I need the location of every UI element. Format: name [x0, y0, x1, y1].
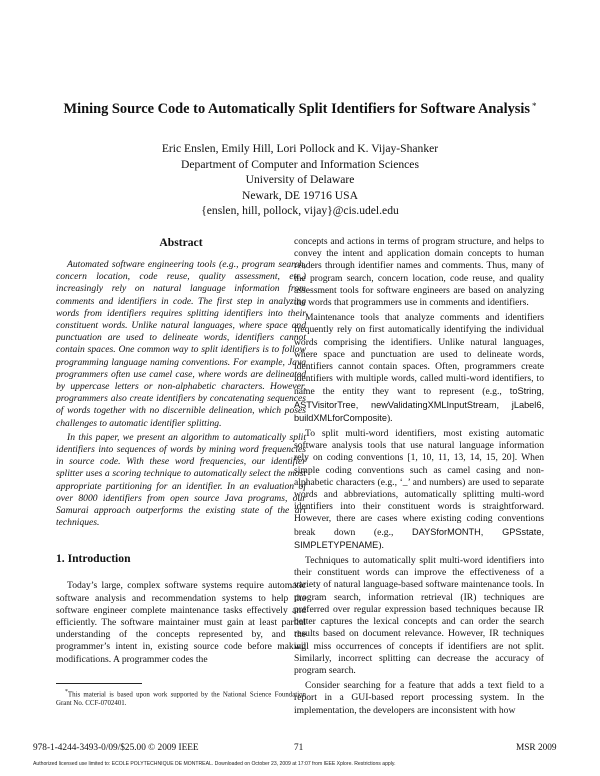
author-emails: {enslen, hill, pollock, vijay}@cis.udel.edu — [201, 204, 399, 218]
right-paragraph-1: concepts and actions in terms of program structure, and helps to convey the intent and application domain concepts to human readers through identifier names and comments. Thus, many of the program search, concern location, code reuse, and quality assessment tools for software engineers are based on analyzing the words that programmers use in comments and identifiers. — [294, 236, 544, 309]
footnote-marker: * — [65, 688, 68, 695]
p2-end: ). — [386, 412, 393, 424]
university: University of Delaware — [245, 173, 355, 187]
abstract-paragraph-2: In this paper, we present an algorithm to automatically split identifiers into sequences of words by mining word frequencies in source code. With these word frequencies, our identifier splitter uses a scoring technique to automatically select the most appropriate partitioning for an identifier. In an evaluation of over 8000 identifiers from open source Java programs, our Samurai approach outperforms the existing state of the art techniques. — [56, 431, 306, 529]
footnote-text: This material is based upon work supported by the National Science Foundation Grant No. CCF-0702401. — [56, 691, 306, 707]
right-paragraph-3 — [294, 428, 544, 552]
introduction-paragraph-1: Today’s large, complex software systems require automatic software analysis and recommendation systems to help the software engineer complete maintenance tasks effectively and efficiently. The software maintainer must gain at least partial understanding of the concepts represented by, and the programmer’s intent in, existing source code before making modifications. A programmer codes the — [56, 580, 306, 665]
left-column — [56, 236, 306, 708]
p2-code-examples: toString, ASTVisitorTree, newValidatingXMLInputStream, jLabel6, buildXMLforComposite — [294, 386, 544, 423]
license-notice: Authorized licensed use limited to: ECOLE POLYTECHNIQUE DE MONTREAL. Downloaded on October 23, 2009 at 17:07 from IEEE Xplore. Restrictions apply. — [33, 761, 396, 767]
p3-end: ). — [378, 539, 384, 551]
introduction-heading: 1. Introduction — [56, 552, 131, 566]
title-footnote-marker: * — [532, 101, 537, 111]
footnote-rule — [56, 683, 142, 684]
footnote — [56, 688, 306, 708]
page-footer — [0, 742, 600, 754]
p2-text: Maintenance tools that analyze comments and identifiers frequently rely on first automatically identifying the individual words comprising the identifiers. Unlike natural languages, where space and punctuation are used to delineate words, identifiers cannot contain spaces. Often, programmers create identifiers with multiple words, called multi-word identifiers, to name the entity they want to represent (e.g., — [294, 312, 544, 398]
footer-venue: MSR 2009 — [516, 743, 557, 753]
paper-title — [0, 97, 600, 118]
right-paragraph-5: Consider searching for a feature that adds a text field to a report in a GUI-based report processing system. In the implementation, the developers are inconsistent with how — [294, 680, 544, 716]
title-text: Mining Source Code to Automatically Split Identifiers for Software Analysis — [63, 101, 530, 117]
right-paragraph-2 — [294, 312, 544, 425]
right-paragraph-4: Techniques to automatically split multi-word identifiers into their constituent words can improve the effectiveness of a variety of natural language-based software maintenance tools. In program search, information retrieval (IR) techniques are preferred over regular expression based techniques because IR better captures the lexical concepts and can order the search results based on document relevance. However, IR techniques will miss occurrences of concepts if identifiers are not split. Similarly, incorrect splitting can decrease the accuracy of program search. — [294, 555, 544, 676]
location: Newark, DE 19716 USA — [242, 188, 358, 202]
right-column — [294, 236, 544, 717]
footer-isbn: 978-1-4244-3493-0/09/$25.00 © 2009 IEEE — [33, 743, 199, 753]
author-block — [0, 141, 600, 219]
p3-text: To split multi-word identifiers, most existing automatic software analysis tools that use natural language information rely on coding conventions [1, 10, 11, 13, 14, 15, 20]. When simple coding conventions such as camel casing and non-alphabetic characters (e.g., ‘_’ and numbers) are used to separate words and abbreviations, automatically splitting multi-word identifiers into their constituent words is straightforward. However, there are cases where existing coding conventions break down (e.g., — [294, 428, 544, 538]
department: Department of Computer and Information Sciences — [181, 157, 419, 171]
abstract-paragraph-1: Automated software engineering tools (e.g., program search, concern location, code reuse, quality assessment, etc.) increasingly rely on natural language information from comments and identifiers in code. The first step in analyzing words from identifiers requires splitting identifiers into their constituent words. Unlike natural languages, where space and punctuation are used to delineate words, identifiers cannot contain spaces. One common way to split identifiers is to follow programming language naming conventions. For example, Java programmers often use camel case, where words are delineated by uppercase letters or non-alphabetic characters. However, programmers also create identifiers by concatenating sequences of words together with no discernible delineation, which poses challenges to automatic identifier splitting. — [56, 259, 306, 429]
abstract-heading: Abstract — [159, 236, 203, 249]
author-names: Eric Enslen, Emily Hill, Lori Pollock and K. Vijay-Shanker — [161, 142, 439, 155]
page-number: 71 — [294, 743, 304, 753]
p3-code-examples: DAYSforMONTH, GPSstate, SIMPLETYPENAME — [294, 526, 544, 550]
